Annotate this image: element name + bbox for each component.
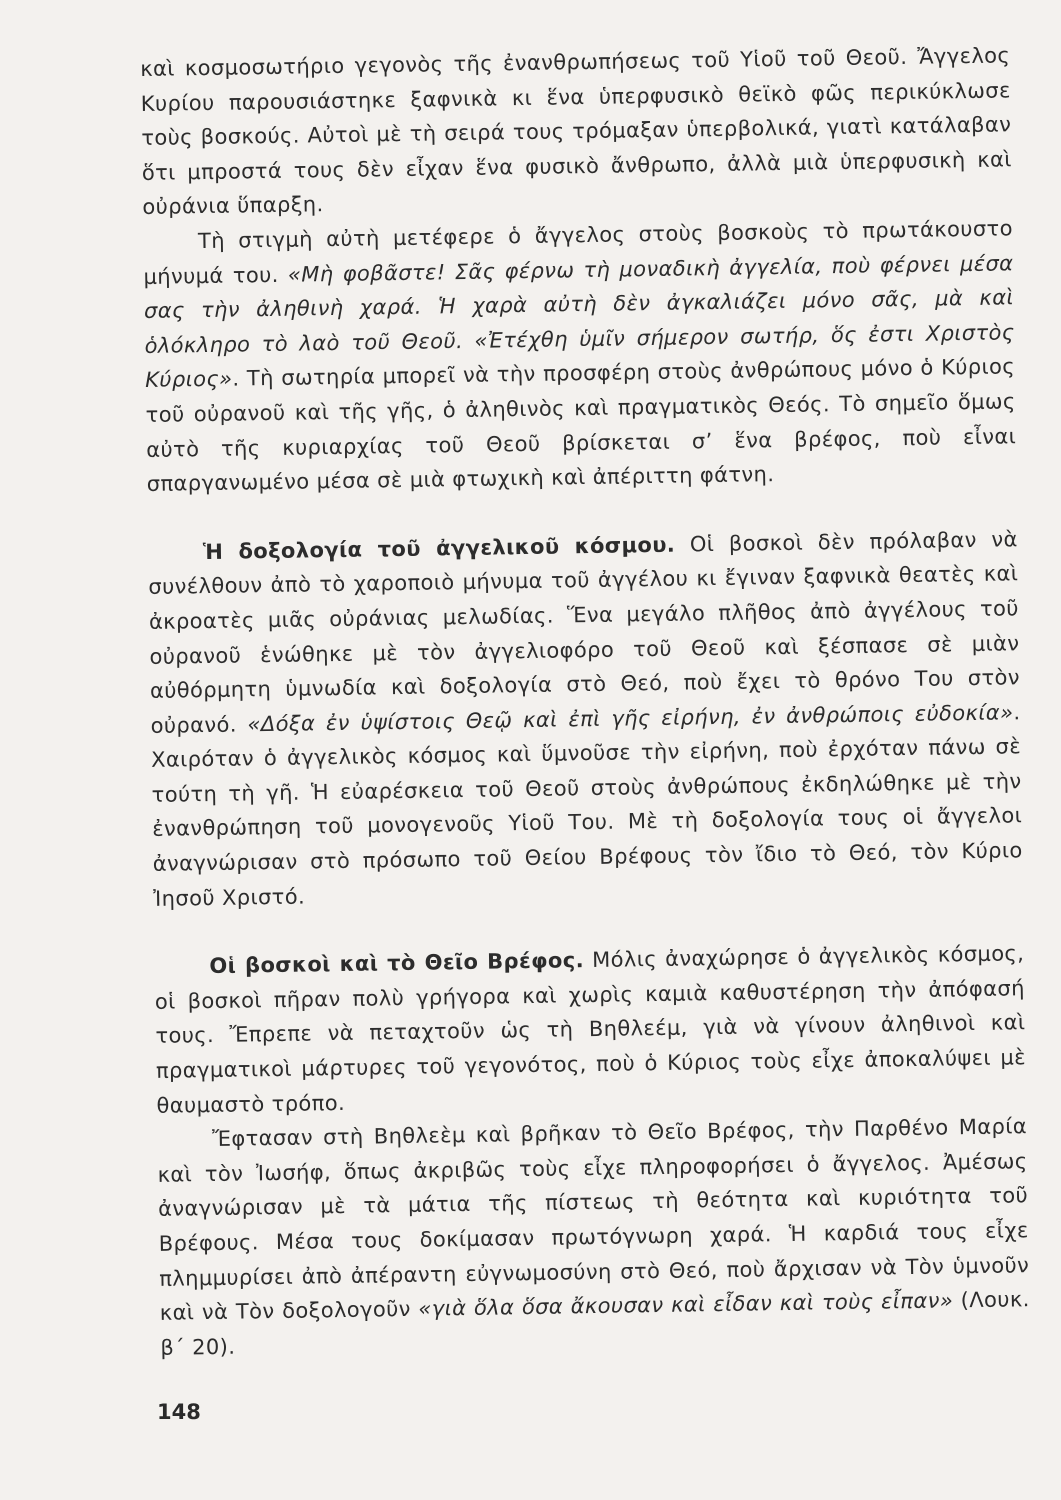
- paragraph-3-text-a: Οἱ βοσκοὶ δὲν πρόλαβαν νὰ συνέλθουν ἀπὸ τὸ χαροποιὸ μήνυμα τοῦ ἀγγέλου κι ἔγιναν ξαφνικὰ θεατὲς καὶ ἀκροατὲς μιᾶς οὐράνιας μελωδίας. Ἕνα μεγάλο πλῆθος ἀπὸ ἀγγέλους τοῦ οὐρανοῦ ἑνώθηκε μὲ τὸν ἀγγελιοφόρο τοῦ Θεοῦ καὶ ξέσπασε σὲ μιὰν αὐθόρμητη ὑμνωδία καὶ δοξολογία στὸ Θεό, ποὺ ἔχει τὸ θρόνο Του στὸν οὐρανό.: [148, 526, 1021, 738]
- paragraph-1-text: καὶ κοσμοσωτήριο γεγονὸς τῆς ἐνανθρωπήσεως τοῦ Υἱοῦ τοῦ Θεοῦ. Ἄγγελος Κυρίου παρουσιάστηκε ξαφνικὰ κι ἕνα ὑπερφυσικὸ θεϊκὸ φῶς περικύκλωσε τοὺς βοσκούς. Αὐτοὶ μὲ τὴ σειρά τους τρόμαξαν ὑπερβολικά, γιατὶ κατάλαβαν ὅτι μπροστά τους δὲν εἶχαν ἕνα φυσικὸ ἄνθρωπο, ἀλλὰ μιὰ ὑπερφυσικὴ καὶ οὐράνια ὕπαρξη.: [140, 43, 1012, 220]
- paragraph-3-quote: «Δόξα ἐν ὑψίστοις Θεῷ καὶ ἐπὶ γῆς εἰρήνη, ἐν ἀνθρώποις εὐδοκία»: [247, 700, 1014, 737]
- paragraph-2-quote: «Μὴ φοβᾶστε! Σᾶς φέρνω τὴ μοναδικὴ ἀγγελία, ποὺ φέρνει μέσα σας τὴν ἀληθινὴ χαρά. Ἡ χαρὰ αὐτὴ δὲν ἀγκαλιάζει μόνο σᾶς, μὰ καὶ ὁλόκληρο τὸ λαὸ τοῦ Θεοῦ. «Ἐτέχθη ὑμῖν σήμερον σωτήρ, ὅς ἐστι Χριστὸς Κύριος»: [143, 250, 1015, 393]
- paragraph-4: [154, 936, 1027, 1123]
- paragraph-4-text: Μόλις ἀναχώρησε ὁ ἀγγελικὸς κόσμος, οἱ βοσκοὶ πῆραν πολὺ γρήγορα καὶ χωρὶς καμιὰ καθυστέρηση τὴν ἀπόφασή τους. Ἔπρεπε νὰ πεταχτοῦν ὡς τὴ Βηθλεέμ, γιὰ νὰ γίνουν ἀληθινοὶ καὶ πραγματικοὶ μάρτυρες τοῦ γεγονότος, ποὺ ὁ Κύριος τοὺς εἶχε ἀποκαλύψει μὲ θαυμαστὸ τρόπο.: [154, 941, 1027, 1118]
- paragraph-3-text-c: . Χαιρόταν ὁ ἀγγελικὸς κόσμος καὶ ὕμνοῦσε τὴν εἰρήνη, ποὺ ἐρχόταν πάνω σὲ τούτη τὴ γῆ. Ἡ εὐαρέσκεια τοῦ Θεοῦ στοὺς ἀνθρώπους ἐκδηλώθηκε μὲ τὴν ἐνανθρώπηση τοῦ μονογενοῦς Υἱοῦ Του. Μὲ τὴ δοξολογία τους οἱ ἄγγελοι ἀναγνώρισαν στὸ πρόσωπο τοῦ Θείου Βρέφους τὸν ἴδιο τὸ Θεό, τὸν Κύριο Ἰησοῦ Χριστό.: [150, 699, 1023, 911]
- paragraph-5-text-c: (Λουκ. β΄ 20).: [160, 1287, 1030, 1360]
- section-heading-shepherds: Οἱ βοσκοὶ καὶ τὸ Θεῖο Βρέφος.: [209, 948, 585, 979]
- paragraph-5-text-a: Ἔφτασαν στὴ Βηθλεὲμ καὶ βρῆκαν τὸ Θεῖο Βρέφος, τὴν Παρθένο Μαρία καὶ τὸν Ἰωσήφ, ὅπως ἀκριβῶς τοὺς εἶχε πληροφορήσει ὁ ἄγγελος. Ἀμέσως ἀναγνώρισαν μὲ τὰ μάτια τῆς πίστεως τὴ θεότητα καὶ κυριότητα τοῦ Βρέφους. Μέσα τους δοκίμασαν πρωτόγνωρη χαρά. Ἡ καρδιά τους εἶχε πλημμυρίσει ἀπὸ ἀπέραντη εὐγνωμοσύνη στὸ Θεό, ποὺ ἄρχισαν νὰ Τὸν ὑμνοῦν καὶ νὰ Τὸν δοξολογοῦν: [157, 1114, 1030, 1326]
- paragraph-2-text-a: Τὴ στιγμὴ αὐτὴ μετέφερε ὁ ἄγγελος στοὺς βοσκοὺς τὸ πρωτάκουστο μήνυμά του.: [143, 216, 1014, 289]
- paragraph-2-text-c: . Τὴ σωτηρία μπορεῖ νὰ τὴν προσφέρη στοὺς ἀνθρώπους μόνο ὁ Κύριος τοῦ οὐρανοῦ καὶ τῆς γῆς, ὁ ἀληθινὸς καὶ πραγματικὸς Θεός. Τὸ σημεῖο ὅμως αὐτὸ τῆς κυριαρχίας τοῦ Θεοῦ βρίσκεται σ’ ἕνα βρέφος, ποὺ εἶναι σπαργανωμένο μέσα σὲ μιὰ φτωχικὴ καὶ ἀπέριττη φάτνη.: [145, 354, 1017, 497]
- book-page-text: [140, 38, 1031, 1365]
- paragraph-1: [140, 38, 1013, 225]
- paragraph-2: [143, 211, 1017, 501]
- page-number: 148: [157, 1400, 201, 1424]
- section-heading-angelic-doxology: Ἡ δοξολογία τοῦ ἀγγελικοῦ κόσμου.: [202, 532, 676, 564]
- paragraph-3: [148, 522, 1024, 916]
- paragraph-5: [157, 1109, 1031, 1365]
- paragraph-5-quote: «γιὰ ὅλα ὅσα ἄκουσαν καὶ εἶδαν καὶ τοὺς εἶπαν»: [418, 1288, 954, 1321]
